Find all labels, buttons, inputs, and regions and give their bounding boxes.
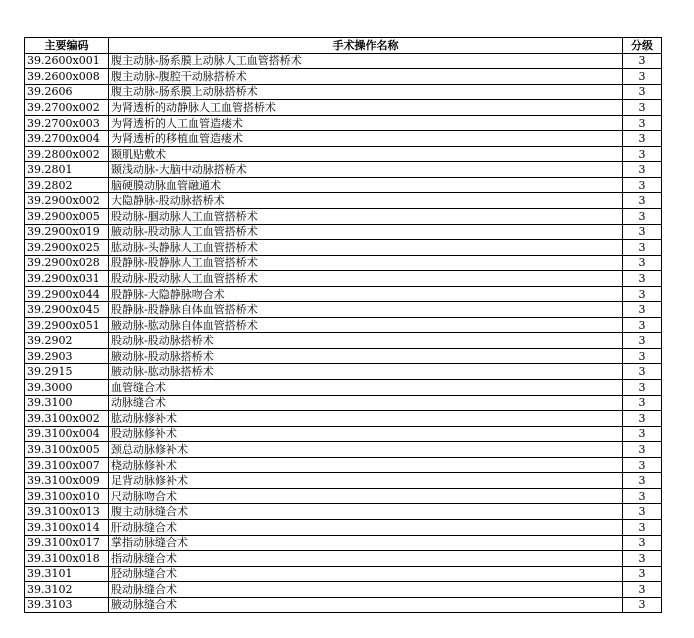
cell-main-code: 39.2900x028 bbox=[25, 255, 109, 271]
table-row bbox=[25, 380, 662, 396]
cell-main-code: 39.3100x007 bbox=[25, 457, 109, 473]
cell-main-code: 39.2900x005 bbox=[25, 209, 109, 225]
cell-procedure-name: 股静脉-大隐静脉吻合术 bbox=[109, 286, 623, 302]
cell-grade: 3 bbox=[623, 504, 662, 520]
cell-main-code: 39.2915 bbox=[25, 364, 109, 380]
cell-main-code: 39.2903 bbox=[25, 348, 109, 364]
cell-procedure-name: 指动脉缝合术 bbox=[109, 551, 623, 567]
cell-procedure-name: 腋动脉-肱动脉搭桥术 bbox=[109, 364, 623, 380]
cell-main-code: 39.2801 bbox=[25, 162, 109, 178]
table-row bbox=[25, 193, 662, 209]
header-main-code: 主要编码 bbox=[25, 38, 109, 54]
cell-procedure-name: 股动脉-腘动脉人工血管搭桥术 bbox=[109, 209, 623, 225]
cell-main-code: 39.2700x004 bbox=[25, 131, 109, 147]
cell-grade: 3 bbox=[623, 286, 662, 302]
cell-procedure-name: 尺动脉吻合术 bbox=[109, 488, 623, 504]
cell-grade: 3 bbox=[623, 551, 662, 567]
table-row bbox=[25, 84, 662, 100]
cell-procedure-name: 腹主动脉-肠系膜上动脉搭桥术 bbox=[109, 84, 623, 100]
cell-main-code: 39.3100x018 bbox=[25, 551, 109, 567]
cell-grade: 3 bbox=[623, 582, 662, 598]
cell-grade: 3 bbox=[623, 302, 662, 318]
table-row bbox=[25, 53, 662, 69]
cell-grade: 3 bbox=[623, 348, 662, 364]
cell-grade: 3 bbox=[623, 597, 662, 613]
cell-procedure-name: 腹主动脉缝合术 bbox=[109, 504, 623, 520]
cell-grade: 3 bbox=[623, 146, 662, 162]
cell-grade: 3 bbox=[623, 84, 662, 100]
cell-main-code: 39.3103 bbox=[25, 597, 109, 613]
table-row bbox=[25, 411, 662, 427]
table-row bbox=[25, 473, 662, 489]
cell-procedure-name: 腹主动脉-肠系膜上动脉人工血管搭桥术 bbox=[109, 53, 623, 69]
table-row bbox=[25, 240, 662, 256]
cell-main-code: 39.3100x009 bbox=[25, 473, 109, 489]
cell-main-code: 39.3102 bbox=[25, 582, 109, 598]
cell-procedure-name: 肱动脉修补术 bbox=[109, 411, 623, 427]
table-body bbox=[25, 53, 662, 613]
cell-procedure-name: 颞肌贴敷术 bbox=[109, 146, 623, 162]
cell-main-code: 39.3100x014 bbox=[25, 519, 109, 535]
cell-main-code: 39.2700x003 bbox=[25, 115, 109, 131]
cell-procedure-name: 脑硬膜动脉血管融通术 bbox=[109, 177, 623, 193]
cell-grade: 3 bbox=[623, 411, 662, 427]
cell-procedure-name: 股动脉-股动脉人工血管搭桥术 bbox=[109, 271, 623, 287]
cell-main-code: 39.2600x008 bbox=[25, 69, 109, 85]
cell-grade: 3 bbox=[623, 333, 662, 349]
cell-procedure-name: 腋动脉-肱动脉自体血管搭桥术 bbox=[109, 317, 623, 333]
cell-main-code: 39.2800x002 bbox=[25, 146, 109, 162]
cell-procedure-name: 血管缝合术 bbox=[109, 380, 623, 396]
cell-procedure-name: 腋动脉缝合术 bbox=[109, 597, 623, 613]
surgery-grade-table-container bbox=[24, 37, 662, 613]
cell-main-code: 39.2900x051 bbox=[25, 317, 109, 333]
cell-procedure-name: 掌指动脉缝合术 bbox=[109, 535, 623, 551]
table-row bbox=[25, 177, 662, 193]
cell-main-code: 39.2700x002 bbox=[25, 100, 109, 116]
cell-procedure-name: 为肾透析的移植血管造瘘术 bbox=[109, 131, 623, 147]
cell-grade: 3 bbox=[623, 131, 662, 147]
cell-grade: 3 bbox=[623, 115, 662, 131]
table-row bbox=[25, 426, 662, 442]
cell-grade: 3 bbox=[623, 193, 662, 209]
cell-procedure-name: 股静脉-股静脉自体血管搭桥术 bbox=[109, 302, 623, 318]
cell-grade: 3 bbox=[623, 457, 662, 473]
table-row bbox=[25, 209, 662, 225]
cell-grade: 3 bbox=[623, 317, 662, 333]
table-header-row bbox=[25, 38, 662, 54]
table-row bbox=[25, 597, 662, 613]
cell-grade: 3 bbox=[623, 209, 662, 225]
cell-main-code: 39.3000 bbox=[25, 380, 109, 396]
table-row bbox=[25, 255, 662, 271]
cell-procedure-name: 胫动脉缝合术 bbox=[109, 566, 623, 582]
cell-main-code: 39.2900x031 bbox=[25, 271, 109, 287]
cell-main-code: 39.2802 bbox=[25, 177, 109, 193]
cell-grade: 3 bbox=[623, 535, 662, 551]
table-row bbox=[25, 519, 662, 535]
table-row bbox=[25, 271, 662, 287]
cell-main-code: 39.3100 bbox=[25, 395, 109, 411]
cell-main-code: 39.3100x005 bbox=[25, 442, 109, 458]
cell-procedure-name: 为肾透析的人工血管造瘘术 bbox=[109, 115, 623, 131]
table-row bbox=[25, 535, 662, 551]
cell-procedure-name: 腋动脉-股动脉搭桥术 bbox=[109, 348, 623, 364]
table-row bbox=[25, 224, 662, 240]
cell-grade: 3 bbox=[623, 100, 662, 116]
table-row bbox=[25, 69, 662, 85]
surgery-grade-table bbox=[24, 37, 662, 613]
cell-procedure-name: 股动脉缝合术 bbox=[109, 582, 623, 598]
cell-main-code: 39.3100x010 bbox=[25, 488, 109, 504]
cell-procedure-name: 肱动脉-头静脉人工血管搭桥术 bbox=[109, 240, 623, 256]
table-row bbox=[25, 131, 662, 147]
table-row bbox=[25, 442, 662, 458]
cell-grade: 3 bbox=[623, 473, 662, 489]
table-row bbox=[25, 333, 662, 349]
cell-main-code: 39.2900x002 bbox=[25, 193, 109, 209]
cell-main-code: 39.2600x001 bbox=[25, 53, 109, 69]
cell-main-code: 39.3100x013 bbox=[25, 504, 109, 520]
cell-main-code: 39.3101 bbox=[25, 566, 109, 582]
table-row bbox=[25, 348, 662, 364]
cell-procedure-name: 股动脉修补术 bbox=[109, 426, 623, 442]
cell-grade: 3 bbox=[623, 177, 662, 193]
cell-grade: 3 bbox=[623, 162, 662, 178]
cell-main-code: 39.2900x045 bbox=[25, 302, 109, 318]
cell-main-code: 39.2900x025 bbox=[25, 240, 109, 256]
table-row bbox=[25, 162, 662, 178]
cell-procedure-name: 为肾透析的动静脉人工血管搭桥术 bbox=[109, 100, 623, 116]
cell-grade: 3 bbox=[623, 488, 662, 504]
table-row bbox=[25, 286, 662, 302]
cell-grade: 3 bbox=[623, 426, 662, 442]
table-row bbox=[25, 488, 662, 504]
table-row bbox=[25, 364, 662, 380]
cell-procedure-name: 大隐静脉-股动脉搭桥术 bbox=[109, 193, 623, 209]
cell-main-code: 39.3100x004 bbox=[25, 426, 109, 442]
header-grade: 分级 bbox=[623, 38, 662, 54]
cell-main-code: 39.2900x044 bbox=[25, 286, 109, 302]
cell-procedure-name: 颈总动脉修补术 bbox=[109, 442, 623, 458]
cell-procedure-name: 股静脉-股静脉人工血管搭桥术 bbox=[109, 255, 623, 271]
cell-main-code: 39.2900x019 bbox=[25, 224, 109, 240]
table-row bbox=[25, 395, 662, 411]
cell-procedure-name: 腹主动脉-腹腔干动脉搭桥术 bbox=[109, 69, 623, 85]
cell-grade: 3 bbox=[623, 53, 662, 69]
table-row bbox=[25, 504, 662, 520]
table-row bbox=[25, 100, 662, 116]
cell-main-code: 39.3100x002 bbox=[25, 411, 109, 427]
cell-grade: 3 bbox=[623, 255, 662, 271]
cell-procedure-name: 颞浅动脉-大脑中动脉搭桥术 bbox=[109, 162, 623, 178]
cell-grade: 3 bbox=[623, 271, 662, 287]
table-row bbox=[25, 566, 662, 582]
cell-grade: 3 bbox=[623, 380, 662, 396]
cell-procedure-name: 股动脉-股动脉搭桥术 bbox=[109, 333, 623, 349]
table-row bbox=[25, 551, 662, 567]
cell-main-code: 39.2606 bbox=[25, 84, 109, 100]
table-row bbox=[25, 146, 662, 162]
cell-grade: 3 bbox=[623, 395, 662, 411]
table-row bbox=[25, 457, 662, 473]
cell-grade: 3 bbox=[623, 566, 662, 582]
table-row bbox=[25, 302, 662, 318]
cell-grade: 3 bbox=[623, 519, 662, 535]
cell-main-code: 39.3100x017 bbox=[25, 535, 109, 551]
cell-grade: 3 bbox=[623, 442, 662, 458]
cell-grade: 3 bbox=[623, 240, 662, 256]
header-procedure-name: 手术操作名称 bbox=[109, 38, 623, 54]
cell-procedure-name: 动脉缝合术 bbox=[109, 395, 623, 411]
cell-grade: 3 bbox=[623, 364, 662, 380]
cell-procedure-name: 桡动脉修补术 bbox=[109, 457, 623, 473]
table-row bbox=[25, 317, 662, 333]
cell-grade: 3 bbox=[623, 69, 662, 85]
cell-procedure-name: 足背动脉修补术 bbox=[109, 473, 623, 489]
cell-procedure-name: 腋动脉-股动脉人工血管搭桥术 bbox=[109, 224, 623, 240]
cell-main-code: 39.2902 bbox=[25, 333, 109, 349]
cell-procedure-name: 肝动脉缝合术 bbox=[109, 519, 623, 535]
table-row bbox=[25, 582, 662, 598]
table-row bbox=[25, 115, 662, 131]
cell-grade: 3 bbox=[623, 224, 662, 240]
